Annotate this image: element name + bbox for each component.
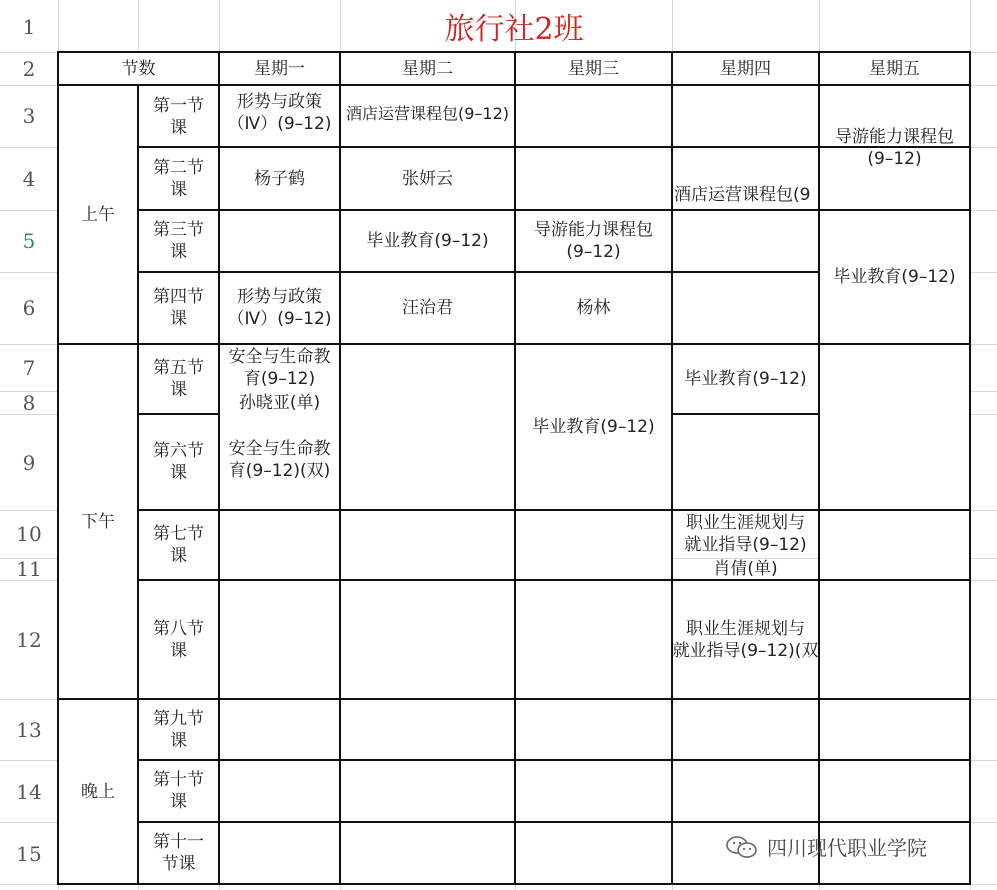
teacher-cell-thursday[interactable]: 肖倩(单) bbox=[672, 558, 819, 580]
class-cell-monday[interactable]: 安全与生命教 育(9–12) bbox=[219, 344, 340, 391]
class-cell-wednesday[interactable]: 毕业教育(9–12) bbox=[515, 344, 672, 510]
empty-cell[interactable] bbox=[340, 344, 515, 510]
table-border bbox=[138, 413, 220, 415]
header-tuesday: 星期二 bbox=[340, 52, 515, 85]
empty-cell[interactable] bbox=[819, 580, 970, 699]
table-border bbox=[137, 84, 139, 885]
period-label: 第二节 课 bbox=[138, 147, 219, 210]
table-border bbox=[138, 509, 971, 511]
row-number[interactable]: 15 bbox=[16, 842, 42, 866]
table-border bbox=[138, 759, 971, 761]
empty-cell[interactable] bbox=[515, 510, 672, 580]
row-number[interactable]: 13 bbox=[16, 718, 42, 742]
table-border bbox=[818, 51, 820, 885]
empty-cell[interactable] bbox=[219, 210, 340, 272]
period-label: 第十节 课 bbox=[138, 760, 219, 822]
row-number-selected[interactable]: 5 bbox=[22, 229, 36, 253]
empty-cell[interactable] bbox=[672, 760, 819, 822]
table-border bbox=[138, 271, 819, 273]
class-cell-thursday[interactable]: 职业生涯规划与 就业指导(9–12) bbox=[672, 510, 819, 558]
row-number[interactable]: 3 bbox=[22, 104, 36, 128]
class-cell-tuesday[interactable]: 酒店运营课程包(9–12) bbox=[340, 85, 515, 147]
empty-cell[interactable] bbox=[515, 580, 672, 699]
period-label: 第三节 课 bbox=[138, 210, 219, 272]
empty-cell[interactable] bbox=[219, 699, 340, 760]
header-wednesday: 星期三 bbox=[515, 52, 672, 85]
teacher-cell-monday[interactable]: 杨子鹤 bbox=[219, 147, 340, 210]
empty-cell[interactable] bbox=[819, 344, 970, 510]
row-number[interactable]: 14 bbox=[16, 780, 42, 804]
empty-cell[interactable] bbox=[515, 760, 672, 822]
class-cell-monday[interactable]: 形势与政策 （Ⅳ）(9–12) bbox=[219, 272, 340, 344]
table-border bbox=[57, 51, 59, 885]
table-border bbox=[969, 51, 971, 885]
header-periods: 节数 bbox=[58, 52, 219, 85]
empty-cell[interactable] bbox=[219, 510, 340, 580]
empty-cell[interactable] bbox=[515, 147, 672, 210]
class-cell-monday[interactable]: 安全与生命教 育(9–12)(双) bbox=[219, 414, 340, 510]
empty-cell[interactable] bbox=[819, 760, 970, 822]
watermark bbox=[725, 832, 927, 861]
empty-cell[interactable] bbox=[219, 822, 340, 884]
table-border bbox=[671, 51, 673, 885]
table-border bbox=[138, 209, 971, 211]
timetable-title: 旅行社2班 bbox=[444, 12, 584, 47]
wechat-icon bbox=[725, 834, 759, 860]
period-label: 第九节 课 bbox=[138, 699, 219, 760]
empty-cell[interactable] bbox=[672, 414, 819, 510]
period-label: 第七节 课 bbox=[138, 510, 219, 580]
row-number[interactable]: 11 bbox=[16, 557, 42, 581]
class-cell-tuesday[interactable]: 毕业教育(9–12) bbox=[340, 210, 515, 272]
period-label: 第十一 节课 bbox=[138, 822, 219, 884]
empty-cell[interactable] bbox=[819, 699, 970, 760]
teacher-cell-wednesday[interactable]: 杨林 bbox=[515, 272, 672, 344]
header-friday: 星期五 bbox=[819, 52, 970, 85]
class-cell-friday[interactable]: 毕业教育(9–12) bbox=[819, 210, 970, 344]
row-number[interactable]: 7 bbox=[22, 356, 36, 380]
empty-cell[interactable] bbox=[340, 822, 515, 884]
period-label: 第六节 课 bbox=[138, 414, 219, 510]
period-label: 第一节 课 bbox=[138, 85, 219, 147]
session-evening: 晚上 bbox=[58, 699, 138, 884]
class-cell-thursday[interactable]: 酒店运营课程包(9 bbox=[672, 85, 819, 272]
class-cell-monday[interactable]: 形势与政策 （Ⅳ）(9–12) bbox=[219, 85, 340, 147]
empty-cell[interactable] bbox=[515, 822, 672, 884]
empty-cell[interactable] bbox=[340, 760, 515, 822]
table-border bbox=[138, 579, 971, 581]
class-cell-thursday[interactable]: 职业生涯规划与 就业指导(9–12)(双 bbox=[672, 580, 819, 699]
table-border bbox=[339, 51, 341, 885]
class-cell-friday[interactable]: 导游能力课程包 (9–12) bbox=[819, 85, 970, 210]
cell-separator bbox=[672, 558, 819, 559]
row-number[interactable]: 6 bbox=[22, 296, 36, 320]
period-label: 第四节 课 bbox=[138, 272, 219, 344]
teacher-cell-monday[interactable]: 孙晓亚(单) bbox=[219, 391, 340, 414]
row-number[interactable]: 9 bbox=[22, 451, 36, 475]
row-number[interactable]: 4 bbox=[22, 167, 36, 191]
empty-cell[interactable] bbox=[672, 272, 819, 344]
header-monday: 星期一 bbox=[219, 52, 340, 85]
empty-cell[interactable] bbox=[819, 510, 970, 580]
period-label: 第五节 课 bbox=[138, 344, 219, 414]
row-number[interactable]: 2 bbox=[22, 57, 36, 81]
session-afternoon: 下午 bbox=[58, 344, 138, 699]
table-border bbox=[218, 51, 220, 885]
watermark-text: 四川现代职业学院 bbox=[767, 836, 927, 860]
row-number[interactable]: 1 bbox=[22, 15, 36, 39]
row-number[interactable]: 12 bbox=[16, 628, 42, 652]
class-cell-wednesday[interactable]: 导游能力课程包 (9–12) bbox=[515, 210, 672, 272]
period-label: 第八节 课 bbox=[138, 580, 219, 699]
empty-cell[interactable] bbox=[219, 760, 340, 822]
empty-cell[interactable] bbox=[672, 699, 819, 760]
row-number[interactable]: 8 bbox=[22, 391, 36, 415]
empty-cell[interactable] bbox=[340, 580, 515, 699]
table-border bbox=[672, 413, 819, 415]
table-border bbox=[138, 146, 971, 148]
empty-cell[interactable] bbox=[515, 85, 672, 147]
empty-cell[interactable] bbox=[340, 699, 515, 760]
table-border bbox=[138, 821, 971, 823]
empty-cell[interactable] bbox=[219, 580, 340, 699]
class-cell-thursday[interactable]: 毕业教育(9–12) bbox=[672, 344, 819, 414]
session-morning: 上午 bbox=[58, 85, 138, 344]
teacher-cell-tuesday[interactable]: 张妍云 bbox=[340, 147, 515, 210]
table-border bbox=[514, 51, 516, 885]
empty-cell[interactable] bbox=[340, 510, 515, 580]
empty-cell[interactable] bbox=[515, 699, 672, 760]
row-number[interactable]: 10 bbox=[16, 522, 42, 546]
teacher-cell-tuesday[interactable]: 汪治君 bbox=[340, 272, 515, 344]
header-thursday: 星期四 bbox=[672, 52, 819, 85]
